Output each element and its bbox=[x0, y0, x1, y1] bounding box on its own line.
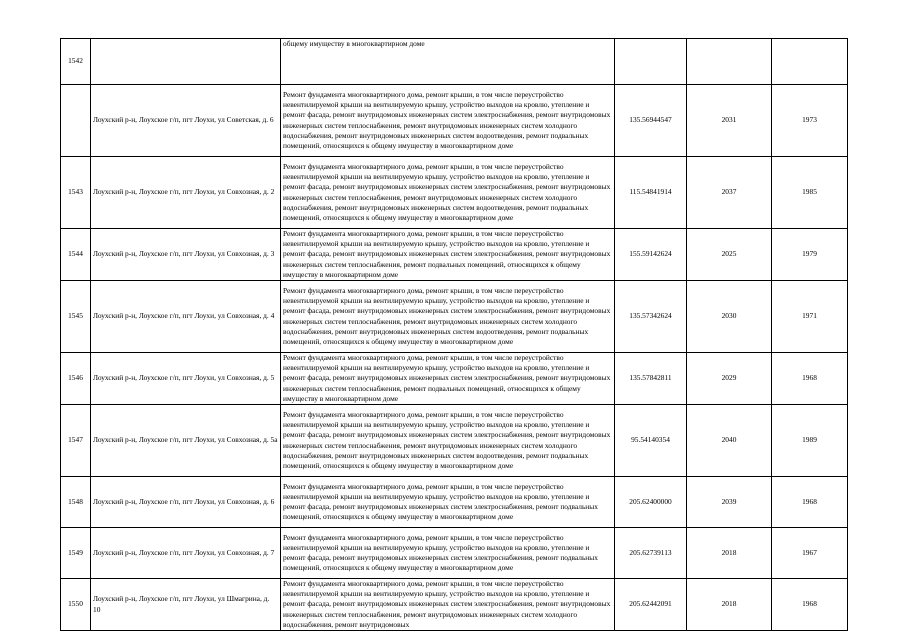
built-year-cell: 1968 bbox=[772, 477, 848, 528]
cost-cell: 95.54140354 bbox=[615, 405, 687, 477]
work-cell: Ремонт фундамента многоквартирного дома, ремонт крыши, в том числе переустройство невентилируемой крыши на вентилируемую крышу, устройство выходов на кровлю, утепление и ремонт фасада, ремонт внутридомовых инженерных систем электроснабжения, ремонт внутридомовых инженерных систем теплоснабжения, ремонт внутридомовых инженерных систем холодного водоснабжения, ремонт внутридомовых инженерных систем водоотведения, ремонт подвальных помещений, относящихся к общему имуществу в многоквартирном доме bbox=[281, 85, 615, 157]
cost-cell: 205.62442091 bbox=[615, 579, 687, 631]
register-table bbox=[60, 38, 848, 631]
address-cell: Лоухский р-н, Лоухское г/п, пгт Лоухи, ул Шмагрина, д. 10 bbox=[91, 579, 281, 631]
repair-year-cell: 2037 bbox=[687, 157, 772, 229]
address-cell: Лоухский р-н, Лоухское г/п, пгт Лоухи, ул Совхозная, д. 5а bbox=[91, 405, 281, 477]
row-number: 1546 bbox=[61, 353, 91, 405]
built-year-cell: 1968 bbox=[772, 353, 848, 405]
address-cell: Лоухский р-н, Лоухское г/п, пгт Лоухи, ул Совхозная, д. 4 bbox=[91, 281, 281, 353]
table-row bbox=[61, 579, 848, 631]
row-number: 1544 bbox=[61, 229, 91, 281]
work-cell: Ремонт фундамента многоквартирного дома, ремонт крыши, в том числе переустройство невентилируемой крыши на вентилируемую крышу, устройство выходов на кровлю, утепление и ремонт фасада, ремонт внутридомовых инженерных систем электроснабжения, ремонт подвальных помещений, относящихся к общему имуществу в многоквартирном доме bbox=[281, 528, 615, 579]
row-number: 1547 bbox=[61, 405, 91, 477]
row-number: 1549 bbox=[61, 528, 91, 579]
table-row bbox=[61, 405, 848, 477]
cost-cell: 135.57342624 bbox=[615, 281, 687, 353]
row-number: 1548 bbox=[61, 477, 91, 528]
cost-cell: 115.54841914 bbox=[615, 157, 687, 229]
work-cell: Ремонт фундамента многоквартирного дома, ремонт крыши, в том числе переустройство невентилируемой крыши на вентилируемую крышу, устройство выходов на кровлю, утепление и ремонт фасада, ремонт внутридомовых инженерных систем электроснабжения, ремонт внутридомовых инженерных систем теплоснабжения, ремонт подвальных помещений, относящихся к общему имуществу в многоквартирном доме bbox=[281, 229, 615, 281]
work-cell: Ремонт фундамента многоквартирного дома, ремонт крыши, в том числе переустройство невентилируемой крыши на вентилируемую крышу, устройство выходов на кровлю, утепление и ремонт фасада, ремонт внутридомовых инженерных систем электроснабжения, ремонт внутридомовых инженерных систем теплоснабжения, ремонт внутридомовых инженерных систем холодного водоснабжения, ремонт внутридомовых инженерных систем водоотведения, ремонт подвальных помещений, относящихся к общему имуществу в многоквартирном доме bbox=[281, 157, 615, 229]
repair-year-cell: 2025 bbox=[687, 229, 772, 281]
repair-year-cell: 2018 bbox=[687, 528, 772, 579]
table-row bbox=[61, 229, 848, 281]
repair-year-cell: 2018 bbox=[687, 579, 772, 631]
row-number: 1550 bbox=[61, 579, 91, 631]
built-year-cell bbox=[772, 39, 848, 85]
row-number: 1543 bbox=[61, 157, 91, 229]
cost-cell: 155.59142624 bbox=[615, 229, 687, 281]
repair-year-cell: 2039 bbox=[687, 477, 772, 528]
cost-cell bbox=[615, 39, 687, 85]
address-cell: Лоухский р-н, Лоухское г/п, пгт Лоухи, ул Совхозная, д. 6 bbox=[91, 477, 281, 528]
cost-cell: 135.56944547 bbox=[615, 85, 687, 157]
cost-cell: 135.57842811 bbox=[615, 353, 687, 405]
address-cell: Лоухский р-н, Лоухское г/п, пгт Лоухи, ул Совхозная, д. 3 bbox=[91, 229, 281, 281]
address-cell bbox=[91, 39, 281, 85]
table-row bbox=[61, 353, 848, 405]
address-cell: Лоухский р-н, Лоухское г/п, пгт Лоухи, ул Совхозная, д. 5 bbox=[91, 353, 281, 405]
built-year-cell: 1968 bbox=[772, 579, 848, 631]
built-year-cell: 1973 bbox=[772, 85, 848, 157]
address-cell: Лоухский р-н, Лоухское г/п, пгт Лоухи, ул Совхозная, д. 7 bbox=[91, 528, 281, 579]
cost-cell: 205.62739113 bbox=[615, 528, 687, 579]
table-row bbox=[61, 39, 848, 85]
work-cell: общему имуществу в многоквартирном доме bbox=[281, 39, 615, 85]
table-row bbox=[61, 157, 848, 229]
work-cell: Ремонт фундамента многоквартирного дома, ремонт крыши, в том числе переустройство невентилируемой крыши на вентилируемую крышу, устройство выходов на кровлю, утепление и ремонт фасада, ремонт внутридомовых инженерных систем электроснабжения, ремонт внутридомовых инженерных систем теплоснабжения, ремонт внутридомовых инженерных систем холодного водоснабжения, ремонт внутридомовых инженерных систем водоотведения, ремонт подвальных помещений, относящихся к общему имуществу в многоквартирном доме bbox=[281, 281, 615, 353]
cost-cell: 205.62400000 bbox=[615, 477, 687, 528]
work-cell: Ремонт фундамента многоквартирного дома, ремонт крыши, в том числе переустройство невентилируемой крыши на вентилируемую крышу, устройство выходов на кровлю, утепление и ремонт фасада, ремонт внутридомовых инженерных систем электроснабжения, ремонт подвальных помещений, относящихся к общему имуществу в многоквартирном доме bbox=[281, 477, 615, 528]
built-year-cell: 1979 bbox=[772, 229, 848, 281]
built-year-cell: 1967 bbox=[772, 528, 848, 579]
repair-year-cell: 2040 bbox=[687, 405, 772, 477]
table-row bbox=[61, 85, 848, 157]
built-year-cell: 1971 bbox=[772, 281, 848, 353]
repair-year-cell: 2029 bbox=[687, 353, 772, 405]
work-cell: Ремонт фундамента многоквартирного дома, ремонт крыши, в том числе переустройство невентилируемой крыши на вентилируемую крышу, устройство выходов на кровлю, утепление и ремонт фасада, ремонт внутридомовых инженерных систем электроснабжения, ремонт внутридомовых инженерных систем теплоснабжения, ремонт подвальных помещений, относящихся к общему имуществу в многоквартирном доме bbox=[281, 353, 615, 405]
address-cell: Лоухский р-н, Лоухское г/п, пгт Лоухи, ул Советская, д. 6 bbox=[91, 85, 281, 157]
row-number: 1542 bbox=[61, 39, 91, 85]
repair-year-cell bbox=[687, 39, 772, 85]
repair-year-cell: 2030 bbox=[687, 281, 772, 353]
built-year-cell: 1989 bbox=[772, 405, 848, 477]
row-number: 1545 bbox=[61, 281, 91, 353]
work-cell: Ремонт фундамента многоквартирного дома, ремонт крыши, в том числе переустройство невентилируемой крыши на вентилируемую крышу, устройство выходов на кровлю, утепление и ремонт фасада, ремонт внутридомовых инженерных систем электроснабжения, ремонт внутридомовых инженерных систем теплоснабжения, ремонт внутридомовых инженерных систем холодного водоснабжения, ремонт внутридомовых bbox=[281, 579, 615, 631]
row-number bbox=[61, 85, 91, 157]
table-row bbox=[61, 477, 848, 528]
built-year-cell: 1985 bbox=[772, 157, 848, 229]
table-row bbox=[61, 528, 848, 579]
table-row bbox=[61, 281, 848, 353]
repair-year-cell: 2031 bbox=[687, 85, 772, 157]
work-cell: Ремонт фундамента многоквартирного дома, ремонт крыши, в том числе переустройство невентилируемой крыши на вентилируемую крышу, устройство выходов на кровлю, утепление и ремонт фасада, ремонт внутридомовых инженерных систем электроснабжения, ремонт внутридомовых инженерных систем теплоснабжения, ремонт внутридомовых инженерных систем холодного водоснабжения, ремонт внутридомовых инженерных систем водоотведения, ремонт подвальных помещений, относящихся к общему имуществу в многоквартирном доме bbox=[281, 405, 615, 477]
address-cell: Лоухский р-н, Лоухское г/п, пгт Лоухи, ул Совхозная, д. 2 bbox=[91, 157, 281, 229]
